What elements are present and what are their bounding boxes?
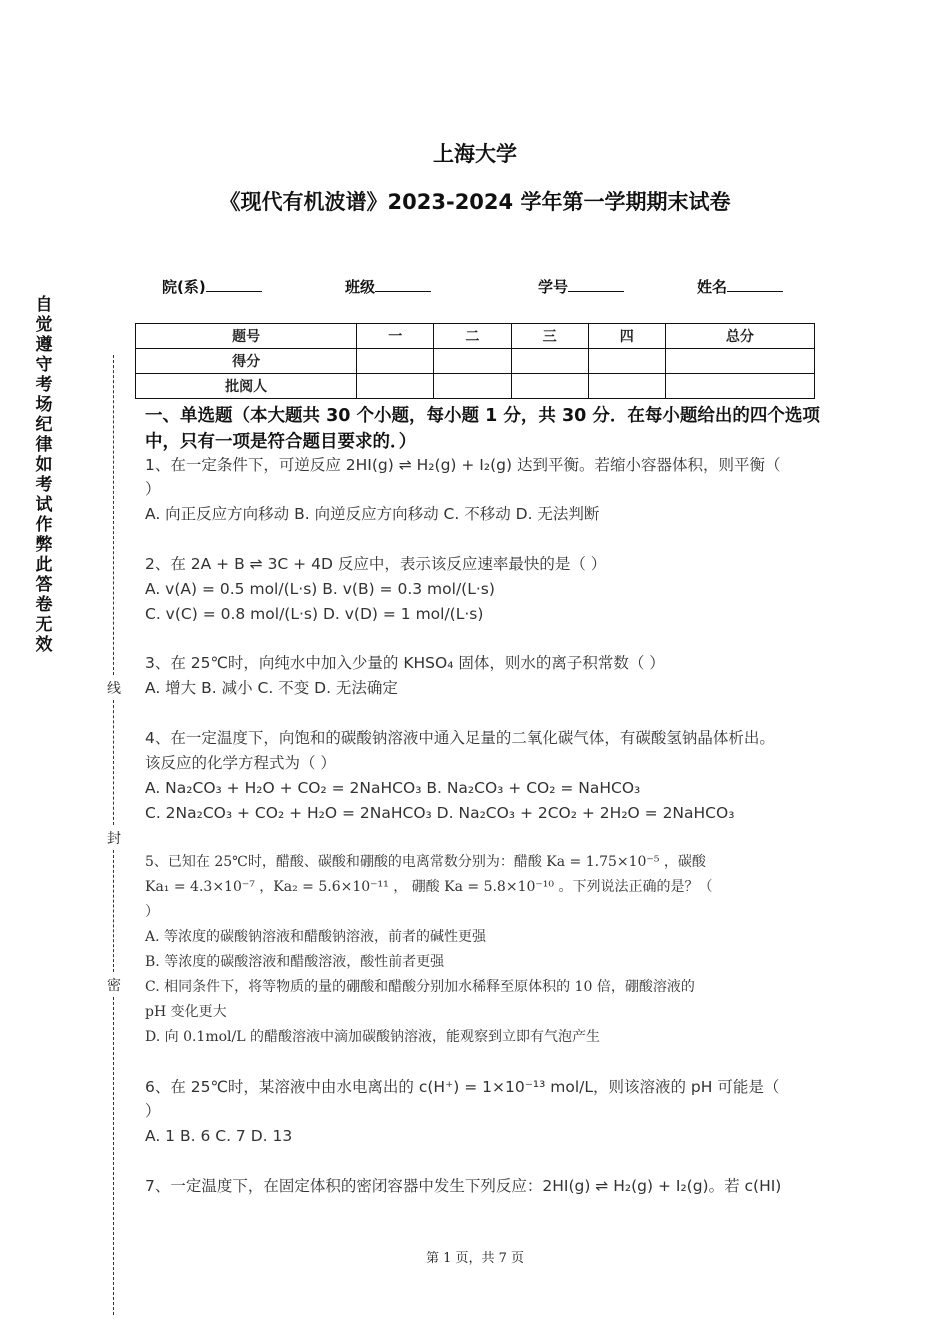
q5-stem-cont: ） [145,904,159,920]
binding-dashed-line [113,355,114,675]
header-cell: 一 [357,324,434,349]
q1-options: A. 向正反应方向移动 B. 向逆反应方向移动 C. 不移动 D. 无法判断 [145,505,600,523]
q6-options: A. 1 B. 6 C. 7 D. 13 [145,1127,293,1145]
q4-stem: 4、在一定温度下，向饱和的碳酸钠溶液中通入足量的二氧化碳气体，有碳酸氢钠晶体析出。 [145,729,775,747]
header-cell: 二 [434,324,511,349]
binding-mark-seal: 封 [104,828,124,848]
score-row [136,349,815,374]
student-id-blank [568,277,624,292]
student-id-field [538,276,624,297]
q2-options: A. v(A) = 0.5 mol/(L·s) B. v(B) = 0.3 mol/(L·s) [145,580,495,598]
binding-dashed-line [113,850,114,972]
exam-discipline-warning: 自觉遵守考场纪律如考试作弊此答卷无效 [35,295,53,655]
dept-field [162,276,262,297]
score-table [135,323,815,399]
grader-cell [588,374,665,399]
q1-stem-cont: ） [145,480,161,498]
binding-dashed-line [113,700,114,825]
binding-mark-line: 线 [104,678,124,698]
score-cell [357,349,434,374]
score-table-header-row [136,324,815,349]
q7-stem: 7、一定温度下，在固定体积的密闭容器中发生下列反应：2HI(g) ⇌ H₂(g) + I₂(g)。若 c(HI) [145,1177,782,1195]
class-blank [375,277,431,292]
dept-blank [206,277,262,292]
score-cell [511,349,588,374]
header-cell: 总分 [665,324,814,349]
class-label: 班级 [345,278,376,296]
binding-mark-secret: 密 [104,975,124,995]
student-id-label: 学号 [538,278,569,296]
grader-cell [665,374,814,399]
q5-option-d: D. 向 0.1mol/L 的醋酸溶液中滴加碳酸钠溶液，能观察到立即有气泡产生 [145,1029,600,1045]
score-cell [665,349,814,374]
class-field [345,276,431,297]
q5-option-b: B. 等浓度的碳酸溶液和醋酸溶液，酸性前者更强 [145,954,445,970]
q5-stem-cont: Ka₁ = 4.3×10⁻⁷ ，Ka₂ = 5.6×10⁻¹¹ ， 硼酸 Ka = 5.8×10⁻¹⁰ 。下列说法正确的是？（ [145,879,713,895]
q3-stem: 3、在 25℃时，向纯水中加入少量的 KHSO₄ 固体，则水的离子积常数（ ） [145,654,665,672]
q5-option-c: C. 相同条件下，将等物质的量的硼酸和醋酸分别加水稀释至原体积的 10 倍，硼酸溶液的 [145,979,695,995]
section-heading: 一、单选题（本大题共 30 个小题，每小题 1 分，共 30 分．在每小题给出的四个选项中，只有一项是符合题目要求的．） [145,406,820,452]
header-cell: 四 [588,324,665,349]
score-cell [588,349,665,374]
university-title: 上海大学 [433,142,517,166]
q2-options: C. v(C) = 0.8 mol/(L·s) D. v(D) = 1 mol/(L·s) [145,605,484,623]
q2-stem: 2、在 2A + B ⇌ 3C + 4D 反应中，表示该反应速率最快的是（ ） [145,555,607,573]
q6-stem: 6、在 25℃时，某溶液中由水电离出的 c(H⁺) = 1×10⁻¹³ mol/L，则该溶液的 pH 可能是（ [145,1078,780,1096]
header-cell: 题号 [136,324,357,349]
q5-stem: 5、已知在 25℃时，醋酸、碳酸和硼酸的电离常数分别为：醋酸 Ka = 1.75×10⁻⁵ ，碳酸 [145,854,706,870]
q4-options: C. 2Na₂CO₃ + CO₂ + H₂O = 2NaHCO₃ D. Na₂CO₃ + 2CO₂ + 2H₂O = 2NaHCO₃ [145,804,735,822]
q5-option-a: A. 等浓度的碳酸钠溶液和醋酸钠溶液，前者的碱性更强 [145,929,487,945]
q3-options: A. 增大 B. 减小 C. 不变 D. 无法确定 [145,679,398,697]
grader-cell [434,374,511,399]
header-cell: 三 [511,324,588,349]
name-blank [727,277,783,292]
q4-stem-cont: 该反应的化学方程式为（ ） [145,754,336,772]
dept-label: 院(系) [162,278,206,296]
q6-stem-cont: ） [145,1102,161,1120]
score-cell [434,349,511,374]
q1-stem: 1、在一定条件下，可逆反应 2HI(g) ⇌ H₂(g) + I₂(g) 达到平衡。若缩小容器体积，则平衡（ [145,456,781,474]
grader-row [136,374,815,399]
q5-option-c-cont: pH 变化更大 [145,1004,227,1020]
score-row-label: 得分 [136,349,357,374]
page-number: 第 1 页，共 7 页 [425,1251,525,1266]
grader-cell [511,374,588,399]
grader-cell [357,374,434,399]
name-field [697,276,783,297]
exam-title: 《现代有机波谱》2023-2024 学年第一学期期末试卷 [219,190,731,214]
name-label: 姓名 [697,278,728,296]
binding-dashed-line [113,997,114,1315]
q4-options: A. Na₂CO₃ + H₂O + CO₂ = 2NaHCO₃ B. Na₂CO₃ + CO₂ = NaHCO₃ [145,779,641,797]
grader-row-label: 批阅人 [136,374,357,399]
